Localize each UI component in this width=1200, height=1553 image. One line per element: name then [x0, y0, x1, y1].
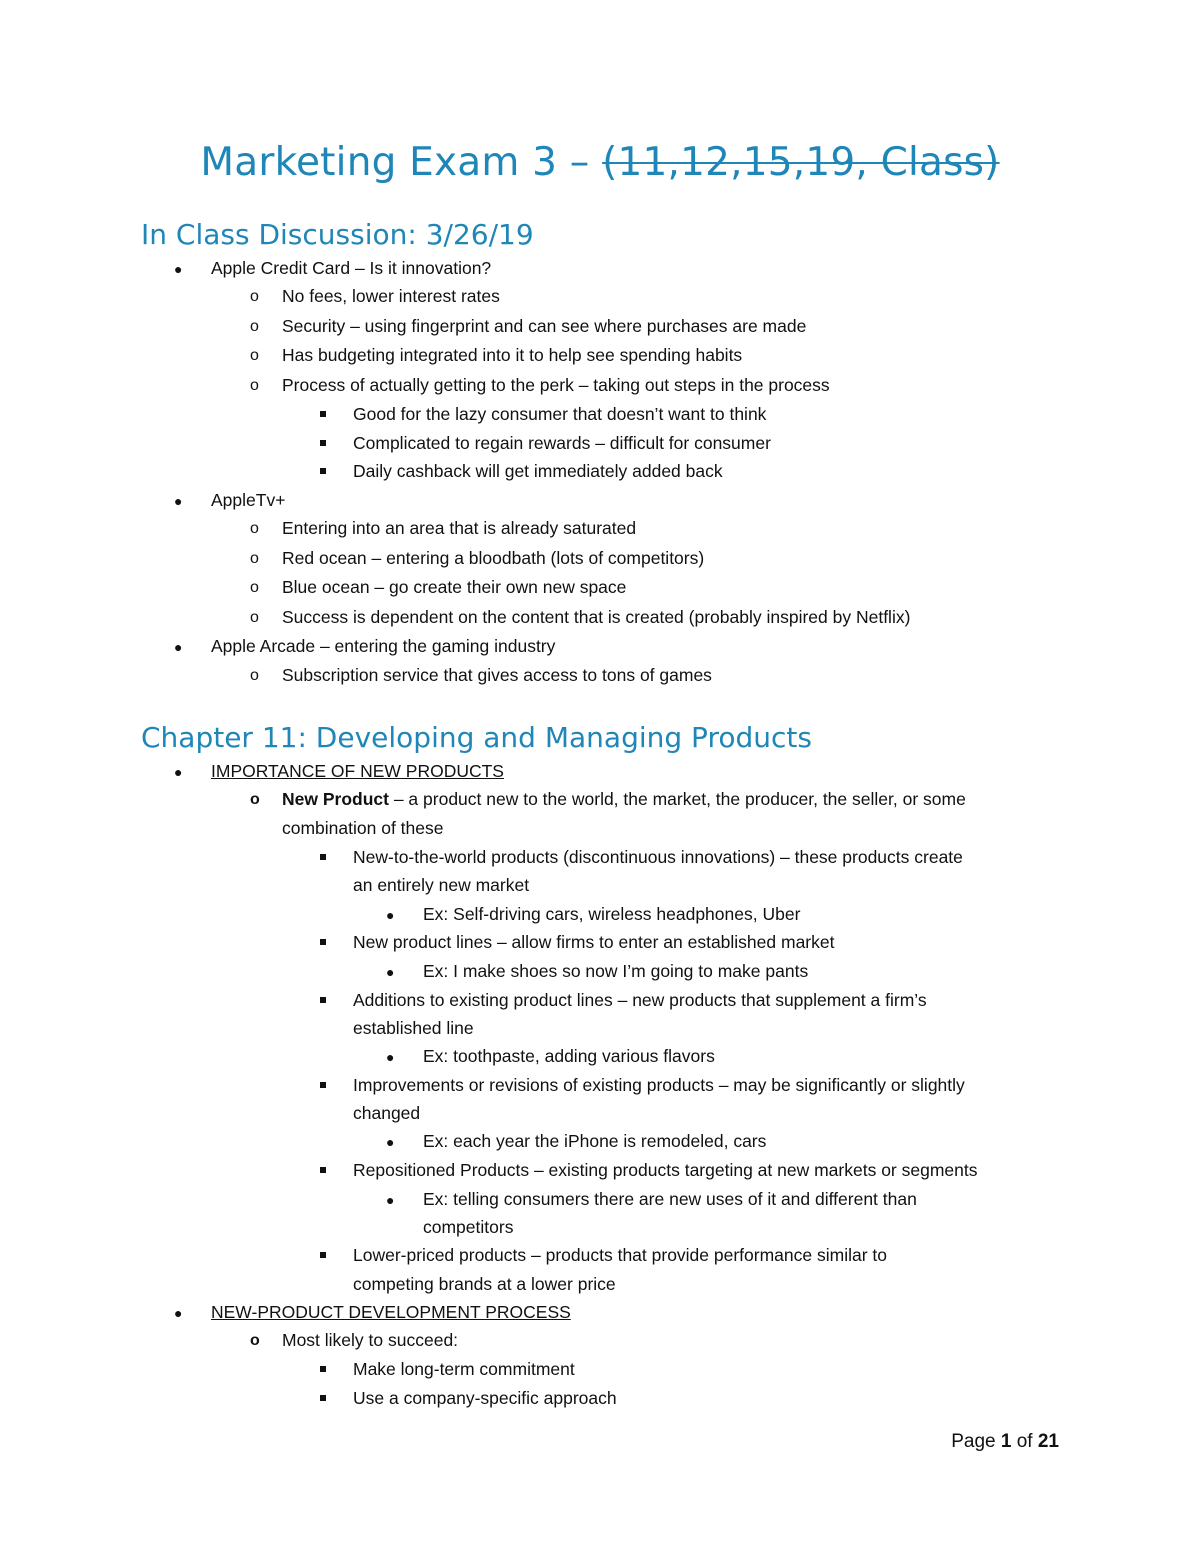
- bullet-dot: ●: [174, 261, 183, 277]
- list-item: Process of actually getting to the perk – taking out steps in the process: [282, 375, 830, 395]
- section-heading-class-discussion: In Class Discussion: 3/26/19: [141, 218, 534, 251]
- bullet-circle: o: [250, 347, 259, 364]
- list-item: Improvements or revisions of existing products – may be significantly or slightly: [353, 1075, 965, 1095]
- bullet-circle: o: [250, 520, 259, 537]
- list-item: Make long-term commitment: [353, 1359, 575, 1379]
- bullet-square: [320, 468, 326, 474]
- bullet-dot: ●: [386, 907, 395, 923]
- bullet-circle: o: [250, 377, 259, 394]
- bullet-circle: o: [250, 579, 259, 596]
- list-item: AppleTv+: [211, 490, 286, 510]
- bullet-dot: ●: [174, 1305, 183, 1321]
- term-new-product: New Product: [282, 789, 389, 809]
- bullet-dot: ●: [386, 1192, 395, 1208]
- list-item: Most likely to succeed:: [282, 1330, 459, 1350]
- list-item: New-to-the-world products (discontinuous innovations) – these products create: [353, 847, 963, 867]
- list-item: No fees, lower interest rates: [282, 286, 500, 306]
- of-word: of: [1011, 1431, 1038, 1452]
- bullet-square: [320, 1167, 326, 1173]
- bullet-circle: o: [250, 609, 259, 626]
- list-item: Additions to existing product lines – new products that supplement a firm’s: [353, 990, 927, 1010]
- subheading-process: NEW-PRODUCT DEVELOPMENT PROCESS: [211, 1302, 571, 1322]
- bullet-dot: ●: [386, 1049, 395, 1065]
- list-item: Use a company-specific approach: [353, 1388, 617, 1408]
- bullet-circle: o: [250, 667, 259, 684]
- list-item-continued: changed: [353, 1103, 421, 1123]
- bullet-circle: o: [250, 288, 259, 305]
- page-word: Page: [951, 1431, 1001, 1452]
- bullet-square: [320, 854, 326, 860]
- page-number: 1: [1000, 1431, 1012, 1452]
- list-item: Complicated to regain rewards – difficult for consumer: [353, 433, 771, 453]
- list-item: Lower-priced products – products that provide performance similar to: [353, 1245, 887, 1265]
- list-item: New product lines – allow firms to enter an established market: [353, 932, 835, 952]
- list-item: Ex: Self-driving cars, wireless headphones, Uber: [423, 904, 801, 924]
- bullet-square: [320, 1366, 326, 1372]
- list-item-continued: an entirely new market: [353, 875, 530, 895]
- list-item: Blue ocean – go create their own new space: [282, 577, 627, 597]
- bullet-square: [320, 1082, 326, 1088]
- bullet-dot: ●: [174, 764, 183, 780]
- list-item-continued: competing brands at a lower price: [353, 1274, 616, 1294]
- page-footer: [951, 1431, 1059, 1453]
- title-struck-text: (11,12,15,19, Class): [602, 140, 1000, 185]
- page-total: 21: [1037, 1431, 1059, 1452]
- list-item: Ex: I make shoes so now I’m going to make pants: [423, 961, 809, 981]
- list-item: Daily cashback will get immediately added back: [353, 461, 723, 481]
- list-item: Apple Arcade – entering the gaming industry: [211, 636, 556, 656]
- list-item: [282, 788, 966, 810]
- list-item: Ex: toothpaste, adding various flavors: [423, 1046, 715, 1066]
- list-item: Has budgeting integrated into it to help see spending habits: [282, 345, 743, 365]
- list-item: Good for the lazy consumer that doesn’t want to think: [353, 404, 767, 424]
- list-item: Ex: telling consumers there are new uses of it and different than: [423, 1189, 917, 1209]
- list-item: Ex: each year the iPhone is remodeled, cars: [423, 1131, 767, 1151]
- bullet-square: [320, 939, 326, 945]
- bullet-square: [320, 411, 326, 417]
- document-title: [0, 140, 1200, 185]
- bullet-square: [320, 1395, 326, 1401]
- list-item: Success is dependent on the content that is created (probably inspired by Netflix): [282, 607, 911, 627]
- list-item: Security – using fingerprint and can see where purchases are made: [282, 316, 807, 336]
- list-item: Repositioned Products – existing products targeting at new markets or segments: [353, 1160, 978, 1180]
- term-definition: – a product new to the world, the market, the producer, the seller, or some: [388, 789, 966, 809]
- list-item-continued: competitors: [423, 1217, 514, 1237]
- list-item: Red ocean – entering a bloodbath (lots of competitors): [282, 548, 705, 568]
- list-item-continued: established line: [353, 1018, 474, 1038]
- bullet-dot: ●: [174, 493, 183, 509]
- bullet-dot: ●: [386, 964, 395, 980]
- section-heading-chapter-11: Chapter 11: Developing and Managing Products: [141, 721, 812, 754]
- title-text: Marketing Exam 3 –: [200, 140, 603, 185]
- list-item: Apple Credit Card – Is it innovation?: [211, 258, 492, 278]
- bullet-dot: ●: [386, 1134, 395, 1150]
- list-item: Entering into an area that is already saturated: [282, 518, 637, 538]
- bullet-square: [320, 1252, 326, 1258]
- bullet-circle: o: [250, 1332, 260, 1349]
- bullet-circle: o: [250, 550, 259, 567]
- subheading-importance: IMPORTANCE OF NEW PRODUCTS: [211, 761, 504, 781]
- list-item: Subscription service that gives access to tons of games: [282, 665, 712, 685]
- bullet-circle: o: [250, 318, 259, 335]
- bullet-square: [320, 440, 326, 446]
- bullet-dot: ●: [174, 639, 183, 655]
- bullet-circle: o: [250, 791, 260, 808]
- bullet-square: [320, 997, 326, 1003]
- list-item-continued: combination of these: [282, 818, 444, 838]
